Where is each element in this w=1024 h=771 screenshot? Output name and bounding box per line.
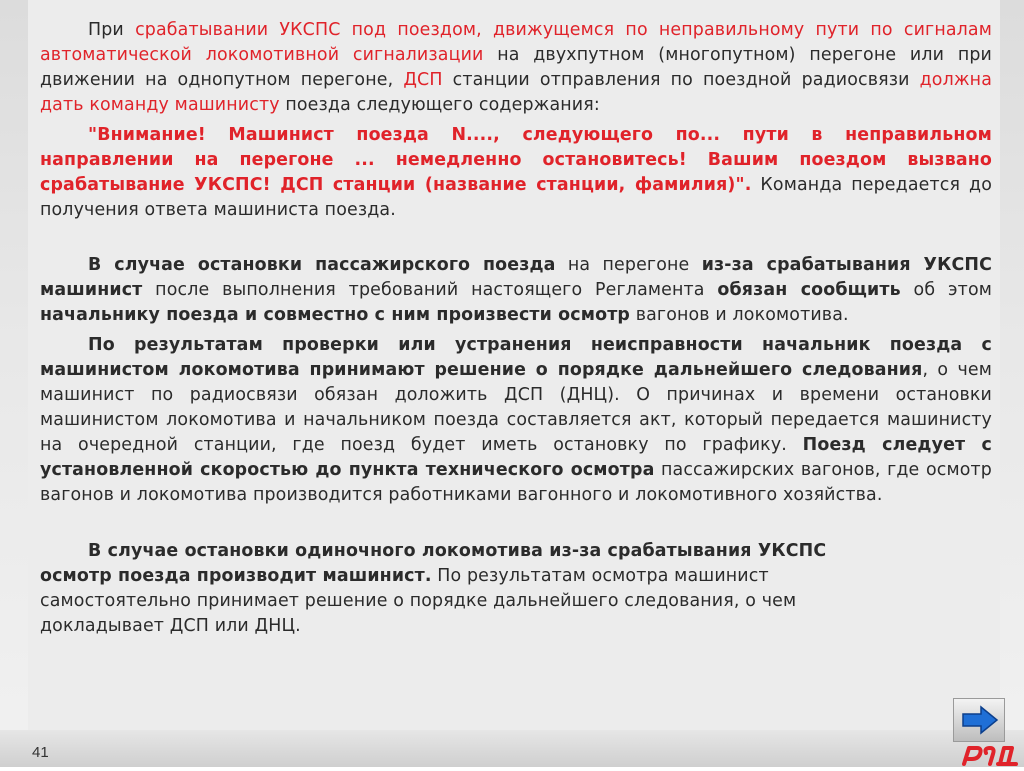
p1-highlight-3: должна дать команду машинисту bbox=[40, 70, 992, 115]
p3-text-3: об этом bbox=[900, 280, 993, 300]
rzd-logo-icon bbox=[960, 740, 1024, 767]
p3-bold-3: обязан сообщить bbox=[717, 280, 901, 300]
p3-bold-4: начальнику поезда и совместно с ним произвести осмотр bbox=[40, 305, 631, 325]
p5-text-1: По результатам осмотра машинист самостоятельно принимает решение о порядке дальнейшего следования, о чем докладывает ДСП или ДНЦ. bbox=[40, 566, 797, 636]
arrow-right-icon bbox=[961, 705, 999, 735]
p3-bold-1: В случае остановки пассажирского поезда bbox=[88, 255, 556, 275]
paragraph-4 bbox=[40, 333, 992, 508]
p1-text-3: станции отправления по поездной радиосвязи bbox=[442, 70, 920, 90]
p2-command-quote: "Внимание! Машинист поезда N...., следующего по... пути в неправильном направлении на перегоне ... немедленно остановитесь! Вашим поездом вызвано срабатывание УКСПС! ДСП станции (название станции, фамилия)". bbox=[40, 125, 992, 195]
p1-text-2: на двухпутном (многопутном) перегоне или при движении на однопутном перегоне, bbox=[40, 45, 992, 90]
p1-text-4: поезда следующего содержания: bbox=[279, 95, 600, 115]
footer-bar bbox=[0, 730, 1024, 767]
p1-text-1: При bbox=[88, 20, 136, 40]
paragraph-2 bbox=[40, 123, 992, 223]
p4-text-1: , о чем машинист по радиосвязи обязан доложить ДСП (ДНЦ). О причинах и времени остановки машинистом локомотива и начальником поезда составляется акт, который передается машинисту на очередной станции, где поезд будет иметь остановку по графику. bbox=[40, 360, 992, 455]
page-number: 41 bbox=[32, 744, 49, 761]
rzd-logo bbox=[960, 740, 1024, 767]
p4-text-2: пассажирских вагонов, где осмотр вагонов и локомотива производится работниками вагонного и локомотивного хозяйства. bbox=[40, 460, 992, 505]
paragraph-5 bbox=[40, 539, 876, 639]
p3-bold-2: из-за срабатывания УКСПС машинист bbox=[40, 255, 993, 300]
p3-text-4: вагонов и локомотива. bbox=[630, 305, 849, 325]
p4-bold-2: Поезд следует с установленной скоростью до пункта технического осмотра bbox=[40, 435, 992, 480]
paragraph-1 bbox=[40, 18, 992, 118]
p3-text-2: после выполнения требований настоящего Регламента bbox=[142, 280, 718, 300]
p5-bold-1: В случае остановки одиночного локомотива из-за срабатывания УКСПС осмотр поезда производит машинист. bbox=[40, 541, 827, 586]
p2-text: Команда передается до получения ответа машиниста поезда. bbox=[40, 175, 992, 220]
slide-content bbox=[40, 18, 992, 639]
p4-bold-1: По результатам проверки или устранения неисправности начальник поезда с машинистом локомотива принимают решение о порядке дальнейшего следования bbox=[40, 335, 992, 380]
p1-highlight-1: срабатывании УКСПС под поездом, движущемся по неправильному пути по сигналам автоматической локомотивной сигнализации bbox=[40, 20, 993, 65]
p1-highlight-2: ДСП bbox=[403, 70, 443, 90]
next-slide-button[interactable] bbox=[953, 698, 1005, 742]
p3-text-1: на перегоне bbox=[555, 255, 702, 275]
paragraph-3 bbox=[40, 253, 992, 328]
